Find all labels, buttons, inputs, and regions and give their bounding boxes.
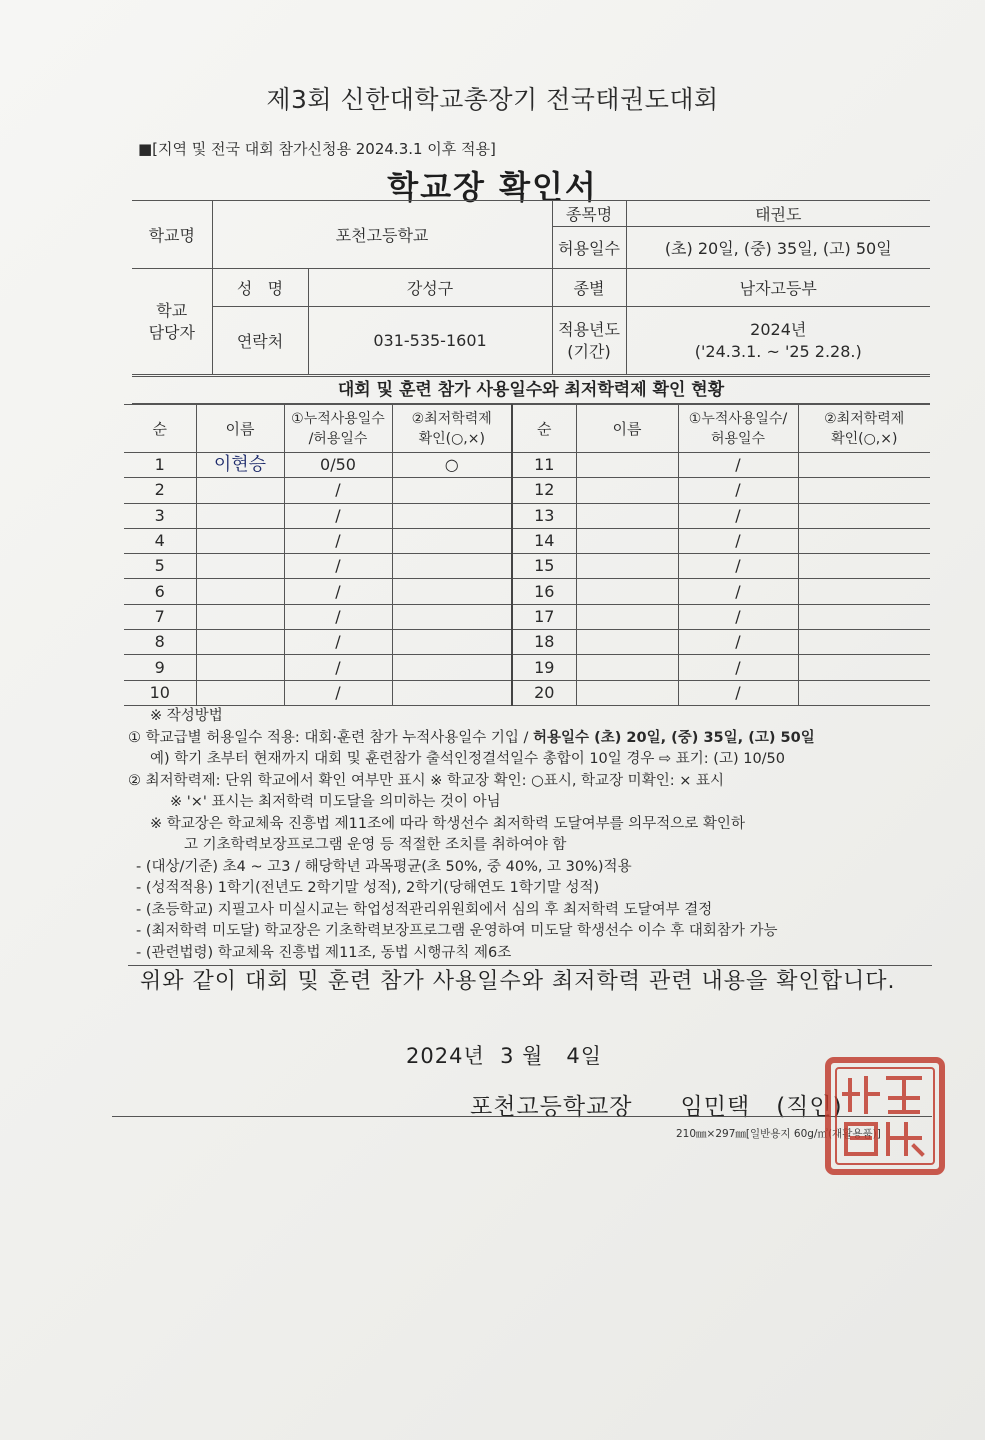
row-no-2: 16 [512, 579, 576, 604]
category-label: 종별 [552, 269, 626, 307]
row-days: / [284, 579, 392, 604]
detail-3: - (초등학교) 지필고사 미실시교는 학업성적관리위원회에서 심의 후 최저학력 도달여부 결정 [136, 901, 713, 918]
row-days: / [284, 554, 392, 579]
row-no-2: 15 [512, 554, 576, 579]
row-days-2: / [678, 478, 798, 503]
row-check-2 [798, 630, 930, 655]
row-no: 9 [124, 655, 196, 680]
document-title: 학교장 확인서 [387, 168, 598, 206]
row-days: / [284, 503, 392, 528]
school-value: 포천고등학교 [212, 201, 552, 269]
form-notice: ■[지역 및 전국 대회 참가신청용 2024.3.1 이후 적용] [138, 140, 496, 158]
row-days-2: / [678, 528, 798, 553]
row-days-2: / [678, 630, 798, 655]
row-no: 5 [124, 554, 196, 579]
section-title: 대회 및 훈련 참가 사용일수와 최저학력제 확인 현황 [132, 376, 930, 404]
row-name [196, 579, 284, 604]
bottom-line [112, 1116, 932, 1117]
school-label: 학교명 [132, 201, 212, 269]
table-row [124, 680, 930, 705]
row-check [392, 554, 512, 579]
year-cell [626, 307, 930, 375]
row-days-2: / [678, 680, 798, 705]
col-header-no: 순 [124, 405, 196, 453]
row-check-2 [798, 453, 930, 478]
table-row [124, 630, 930, 655]
seal-label: (직인) [776, 1094, 843, 1120]
paper-spec: 210㎜×297㎜[일반용지 60g/㎡(재활용품)] [676, 1128, 881, 1140]
row-check-2 [798, 579, 930, 604]
row-check-2 [798, 554, 930, 579]
table-row [124, 453, 930, 478]
row-name-2 [576, 680, 678, 705]
event-title: 제3회 신한대학교총장기 전국태권도대회 [266, 85, 719, 114]
detail-1: - (대상/기준) 초4 ~ 고3 / 해당학년 과목평균(초 50%, 중 40%, 고 30%)적용 [136, 858, 632, 875]
row-name-2 [576, 655, 678, 680]
row-days-2: / [678, 503, 798, 528]
row-no-2: 18 [512, 630, 576, 655]
row-no: 10 [124, 680, 196, 705]
row-check [392, 655, 512, 680]
col-header-check: ②최저학력제 확인(○,×) [392, 405, 512, 453]
row-check: ○ [392, 453, 512, 478]
allowed-days-value: (초) 20일, (중) 35일, (고) 50일 [626, 227, 930, 269]
row-days-2: / [678, 554, 798, 579]
note-3b: 고 기초학력보장프로그램 운영 등 적절한 조치를 취하여야 함 [184, 837, 567, 853]
table-row [124, 579, 930, 604]
roster-header-row [124, 405, 930, 453]
detail-2: - (성적적용) 1학기(전년도 2학기말 성적), 2학기(당해연도 1학기말 성적) [136, 880, 600, 896]
table-row [124, 528, 930, 553]
note-1-text: ① 학교급별 허용일수 적용: 대회·훈련 참가 누적사용일수 기입 / [128, 729, 534, 746]
row-check-2 [798, 503, 930, 528]
note-2-sub: ※ '×' 표시는 최저학력 미도달을 의미하는 것이 아님 [170, 794, 501, 810]
row-check [392, 528, 512, 553]
row-no-2: 17 [512, 604, 576, 629]
note-1 [128, 728, 928, 750]
manager-label: 학교 담당자 [132, 269, 212, 375]
sport-label: 종목명 [552, 201, 626, 227]
row-name [196, 680, 284, 705]
instructions [128, 706, 928, 964]
principal-title: 포천고등학교장 [470, 1094, 633, 1120]
category-value: 남자고등부 [626, 269, 930, 307]
row-days: / [284, 478, 392, 503]
row-check [392, 680, 512, 705]
row-name [196, 655, 284, 680]
note-2: ② 최저학력제: 단위 학교에서 확인 여부만 표시 ※ 학교장 확인: ○표시, 학교장 미확인: × 표시 [128, 772, 724, 789]
notes-heading: ※ 작성방법 [150, 708, 223, 724]
row-name-2 [576, 554, 678, 579]
row-days: 0/50 [284, 453, 392, 478]
contact-label: 연락처 [212, 307, 308, 375]
row-name-2 [576, 604, 678, 629]
row-no-2: 12 [512, 478, 576, 503]
row-check [392, 503, 512, 528]
sign-date: 2024년 3 월 4일 [406, 1044, 603, 1068]
row-no-2: 19 [512, 655, 576, 680]
year-label: 적용년도 (기간) [552, 307, 626, 375]
row-no: 1 [124, 453, 196, 478]
row-name [196, 478, 284, 503]
row-check-2 [798, 478, 930, 503]
row-no: 4 [124, 528, 196, 553]
row-days-2: / [678, 604, 798, 629]
row-name [196, 554, 284, 579]
table-row [124, 503, 930, 528]
contact-value: 031-535-1601 [308, 307, 552, 375]
row-check-2 [798, 528, 930, 553]
row-name [196, 604, 284, 629]
row-name [196, 528, 284, 553]
row-check-2 [798, 604, 930, 629]
col-header-check-2: ②최저학력제 확인(○,×) [798, 405, 930, 453]
row-check [392, 478, 512, 503]
table-row [124, 554, 930, 579]
row-days: / [284, 528, 392, 553]
row-name-2 [576, 528, 678, 553]
col-header-days-2: ①누적사용일수/ 허용일수 [678, 405, 798, 453]
row-no-2: 13 [512, 503, 576, 528]
row-days: / [284, 630, 392, 655]
row-no: 7 [124, 604, 196, 629]
row-check [392, 604, 512, 629]
row-days-2: / [678, 579, 798, 604]
row-check [392, 579, 512, 604]
col-header-days: ①누적사용일수 /허용일수 [284, 405, 392, 453]
table-row [124, 478, 930, 503]
row-name-2 [576, 453, 678, 478]
table-row [124, 604, 930, 629]
allowed-days-label: 허용일수 [552, 227, 626, 269]
row-days-2: / [678, 655, 798, 680]
col-header-name: 이름 [196, 405, 284, 453]
note-1-bold: 허용일수 (초) 20일, (중) 35일, (고) 50일 [533, 729, 815, 746]
row-name [196, 630, 284, 655]
col-header-name-2: 이름 [576, 405, 678, 453]
row-check-2 [798, 680, 930, 705]
row-days: / [284, 680, 392, 705]
row-name: 이현승 [196, 453, 284, 478]
note-3a: ※ 학교장은 학교체육 진흥법 제11조에 따라 학생선수 최저학력 도달여부를 의무적으로 확인하 [150, 815, 745, 832]
table-row [124, 655, 930, 680]
row-days: / [284, 655, 392, 680]
principal-name: 임민택 [680, 1094, 751, 1120]
row-no: 6 [124, 579, 196, 604]
confirmation-statement: 위와 같이 대회 및 훈련 참가 사용일수와 최저학력 관련 내용을 확인합니다. [140, 969, 896, 994]
row-name [196, 503, 284, 528]
row-no: 8 [124, 630, 196, 655]
row-days: / [284, 604, 392, 629]
name-label: 성 명 [212, 269, 308, 307]
year-period: ('24.3.1. ~ '25 2.28.) [694, 341, 862, 361]
detail-5: - (관련법령) 학교체육 진흥법 제11조, 동법 시행규칙 제6조 [136, 944, 512, 961]
row-name-2 [576, 630, 678, 655]
sport-value: 태권도 [626, 201, 930, 227]
row-no-2: 11 [512, 453, 576, 478]
official-seal-icon [822, 1054, 948, 1178]
row-no: 3 [124, 503, 196, 528]
row-check [392, 630, 512, 655]
row-no: 2 [124, 478, 196, 503]
row-no-2: 14 [512, 528, 576, 553]
name-value: 강성구 [308, 269, 552, 307]
detail-4: - (최저학력 미도달) 학교장은 기초학력보장프로그램 운영하여 미도달 학생선수 이수 후 대회참가 가능 [136, 923, 778, 939]
row-name-2 [576, 478, 678, 503]
col-header-no-2: 순 [512, 405, 576, 453]
roster-table [124, 404, 930, 706]
row-name-2 [576, 579, 678, 604]
year-value: 2024년 [750, 319, 807, 339]
row-name-2 [576, 503, 678, 528]
note-1-example: 예) 학기 초부터 현재까지 대회 및 훈련참가 출석인정결석일수 총합이 10일 경우 ⇨ 표기: (고) 10/50 [150, 751, 786, 767]
row-days-2: / [678, 453, 798, 478]
info-table [132, 200, 930, 375]
row-no-2: 20 [512, 680, 576, 705]
row-check-2 [798, 655, 930, 680]
